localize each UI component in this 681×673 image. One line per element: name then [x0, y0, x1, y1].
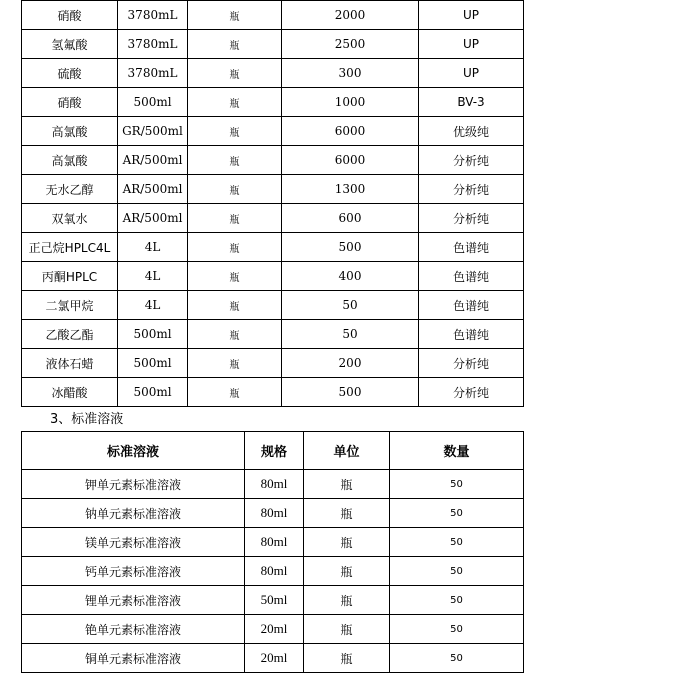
- quantity-cell: 50: [390, 499, 524, 528]
- table-row: [22, 644, 524, 673]
- spec-cell: 500ml: [118, 349, 188, 378]
- grade-cell: UP: [419, 1, 524, 30]
- unit-cell: 瓶: [188, 175, 282, 204]
- reagent-name-cell: 高氯酸: [22, 146, 118, 175]
- quantity-cell: 500: [282, 233, 419, 262]
- reagent-name-cell: 二氯甲烷: [22, 291, 118, 320]
- table-row: [22, 320, 524, 349]
- quantity-cell: 600: [282, 204, 419, 233]
- spec-cell: AR/500ml: [118, 175, 188, 204]
- reagent-name-cell: 双氧水: [22, 204, 118, 233]
- table-row: [22, 88, 524, 117]
- table-row: [22, 233, 524, 262]
- unit-cell: 瓶: [188, 117, 282, 146]
- unit-cell: 瓶: [188, 1, 282, 30]
- reagent-name-cell: 无水乙醇: [22, 175, 118, 204]
- solution-name-cell: 钠单元素标准溶液: [22, 499, 245, 528]
- reagent-name-cell: 丙酮HPLC: [22, 262, 118, 291]
- reagent-name-cell: 硝酸: [22, 1, 118, 30]
- grade-cell: 分析纯: [419, 175, 524, 204]
- spec-cell: 3780mL: [118, 59, 188, 88]
- unit-cell: 瓶: [188, 30, 282, 59]
- quantity-cell: 50: [390, 470, 524, 499]
- table-row: [22, 349, 524, 378]
- quantity-cell: 50: [282, 291, 419, 320]
- quantity-cell: 1300: [282, 175, 419, 204]
- quantity-cell: 50: [390, 528, 524, 557]
- table-row: [22, 615, 524, 644]
- quantity-cell: 50: [390, 557, 524, 586]
- table-row: [22, 499, 524, 528]
- solution-name-cell: 锂单元素标准溶液: [22, 586, 245, 615]
- spec-cell: 500ml: [118, 88, 188, 117]
- grade-cell: 色谱纯: [419, 291, 524, 320]
- unit-cell: 瓶: [188, 378, 282, 407]
- grade-cell: 色谱纯: [419, 320, 524, 349]
- table-row: [22, 470, 524, 499]
- quantity-cell: 500: [282, 378, 419, 407]
- spec-cell: 20ml: [245, 644, 304, 673]
- unit-cell: 瓶: [304, 586, 390, 615]
- grade-cell: 分析纯: [419, 146, 524, 175]
- grade-cell: UP: [419, 30, 524, 59]
- unit-cell: 瓶: [188, 320, 282, 349]
- spec-cell: 500ml: [118, 378, 188, 407]
- table-row: [22, 378, 524, 407]
- unit-cell: 瓶: [304, 615, 390, 644]
- quantity-cell: 400: [282, 262, 419, 291]
- table-row: [22, 262, 524, 291]
- quantity-cell: 50: [390, 644, 524, 673]
- unit-cell: 瓶: [304, 499, 390, 528]
- table-row: [22, 204, 524, 233]
- spec-cell: GR/500ml: [118, 117, 188, 146]
- unit-cell: 瓶: [304, 470, 390, 499]
- unit-cell: 瓶: [304, 644, 390, 673]
- quantity-cell: 300: [282, 59, 419, 88]
- header-quantity: 数量: [390, 432, 524, 470]
- table-row: [22, 146, 524, 175]
- table-row: [22, 291, 524, 320]
- unit-cell: 瓶: [188, 88, 282, 117]
- quantity-cell: 50: [390, 615, 524, 644]
- unit-cell: 瓶: [304, 528, 390, 557]
- reagent-name-cell: 高氯酸: [22, 117, 118, 146]
- reagent-name-cell: 硫酸: [22, 59, 118, 88]
- grade-cell: 优级纯: [419, 117, 524, 146]
- spec-cell: 500ml: [118, 320, 188, 349]
- spec-cell: 50ml: [245, 586, 304, 615]
- quantity-cell: 6000: [282, 117, 419, 146]
- spec-cell: 3780mL: [118, 1, 188, 30]
- spec-cell: 80ml: [245, 557, 304, 586]
- unit-cell: 瓶: [188, 262, 282, 291]
- quantity-cell: 6000: [282, 146, 419, 175]
- reagent-name-cell: 氢氟酸: [22, 30, 118, 59]
- reagent-name-cell: 正己烷HPLC4L: [22, 233, 118, 262]
- table-row: [22, 586, 524, 615]
- spec-cell: 20ml: [245, 615, 304, 644]
- spec-cell: 3780mL: [118, 30, 188, 59]
- grade-cell: 分析纯: [419, 378, 524, 407]
- quantity-cell: 200: [282, 349, 419, 378]
- grade-cell: 分析纯: [419, 349, 524, 378]
- table-row: [22, 528, 524, 557]
- reagent-name-cell: 冰醋酸: [22, 378, 118, 407]
- table-row: [22, 175, 524, 204]
- unit-cell: 瓶: [188, 146, 282, 175]
- standard-solution-table: [21, 431, 524, 673]
- section-heading: 3、标准溶液: [50, 412, 124, 427]
- header-standard-solution: 标准溶液: [22, 432, 245, 470]
- unit-cell: 瓶: [188, 349, 282, 378]
- grade-cell: 色谱纯: [419, 233, 524, 262]
- unit-cell: 瓶: [188, 59, 282, 88]
- unit-cell: 瓶: [304, 557, 390, 586]
- header-unit: 单位: [304, 432, 390, 470]
- reagent-table: [21, 0, 524, 407]
- solution-name-cell: 钾单元素标准溶液: [22, 470, 245, 499]
- quantity-cell: 1000: [282, 88, 419, 117]
- quantity-cell: 50: [390, 586, 524, 615]
- header-spec: 规格: [245, 432, 304, 470]
- unit-cell: 瓶: [188, 204, 282, 233]
- spec-cell: 80ml: [245, 499, 304, 528]
- spec-cell: 4L: [118, 233, 188, 262]
- spec-cell: 4L: [118, 291, 188, 320]
- table-row: [22, 1, 524, 30]
- quantity-cell: 50: [282, 320, 419, 349]
- grade-cell: 分析纯: [419, 204, 524, 233]
- unit-cell: 瓶: [188, 291, 282, 320]
- solution-name-cell: 镁单元素标准溶液: [22, 528, 245, 557]
- quantity-cell: 2000: [282, 1, 419, 30]
- spec-cell: AR/500ml: [118, 204, 188, 233]
- table-row: [22, 117, 524, 146]
- reagent-name-cell: 液体石蜡: [22, 349, 118, 378]
- quantity-cell: 2500: [282, 30, 419, 59]
- grade-cell: BV-3: [419, 88, 524, 117]
- table-row: [22, 30, 524, 59]
- solution-name-cell: 铜单元素标准溶液: [22, 644, 245, 673]
- reagent-name-cell: 乙酸乙酯: [22, 320, 118, 349]
- standard-solution-table-body: [22, 470, 524, 673]
- reagent-name-cell: 硝酸: [22, 88, 118, 117]
- reagent-table-body: [22, 1, 524, 407]
- table-header-row: [22, 432, 524, 470]
- spec-cell: 4L: [118, 262, 188, 291]
- table-row: [22, 557, 524, 586]
- table-row: [22, 59, 524, 88]
- grade-cell: UP: [419, 59, 524, 88]
- unit-cell: 瓶: [188, 233, 282, 262]
- grade-cell: 色谱纯: [419, 262, 524, 291]
- solution-name-cell: 钙单元素标准溶液: [22, 557, 245, 586]
- spec-cell: 80ml: [245, 528, 304, 557]
- solution-name-cell: 铯单元素标准溶液: [22, 615, 245, 644]
- spec-cell: AR/500ml: [118, 146, 188, 175]
- spec-cell: 80ml: [245, 470, 304, 499]
